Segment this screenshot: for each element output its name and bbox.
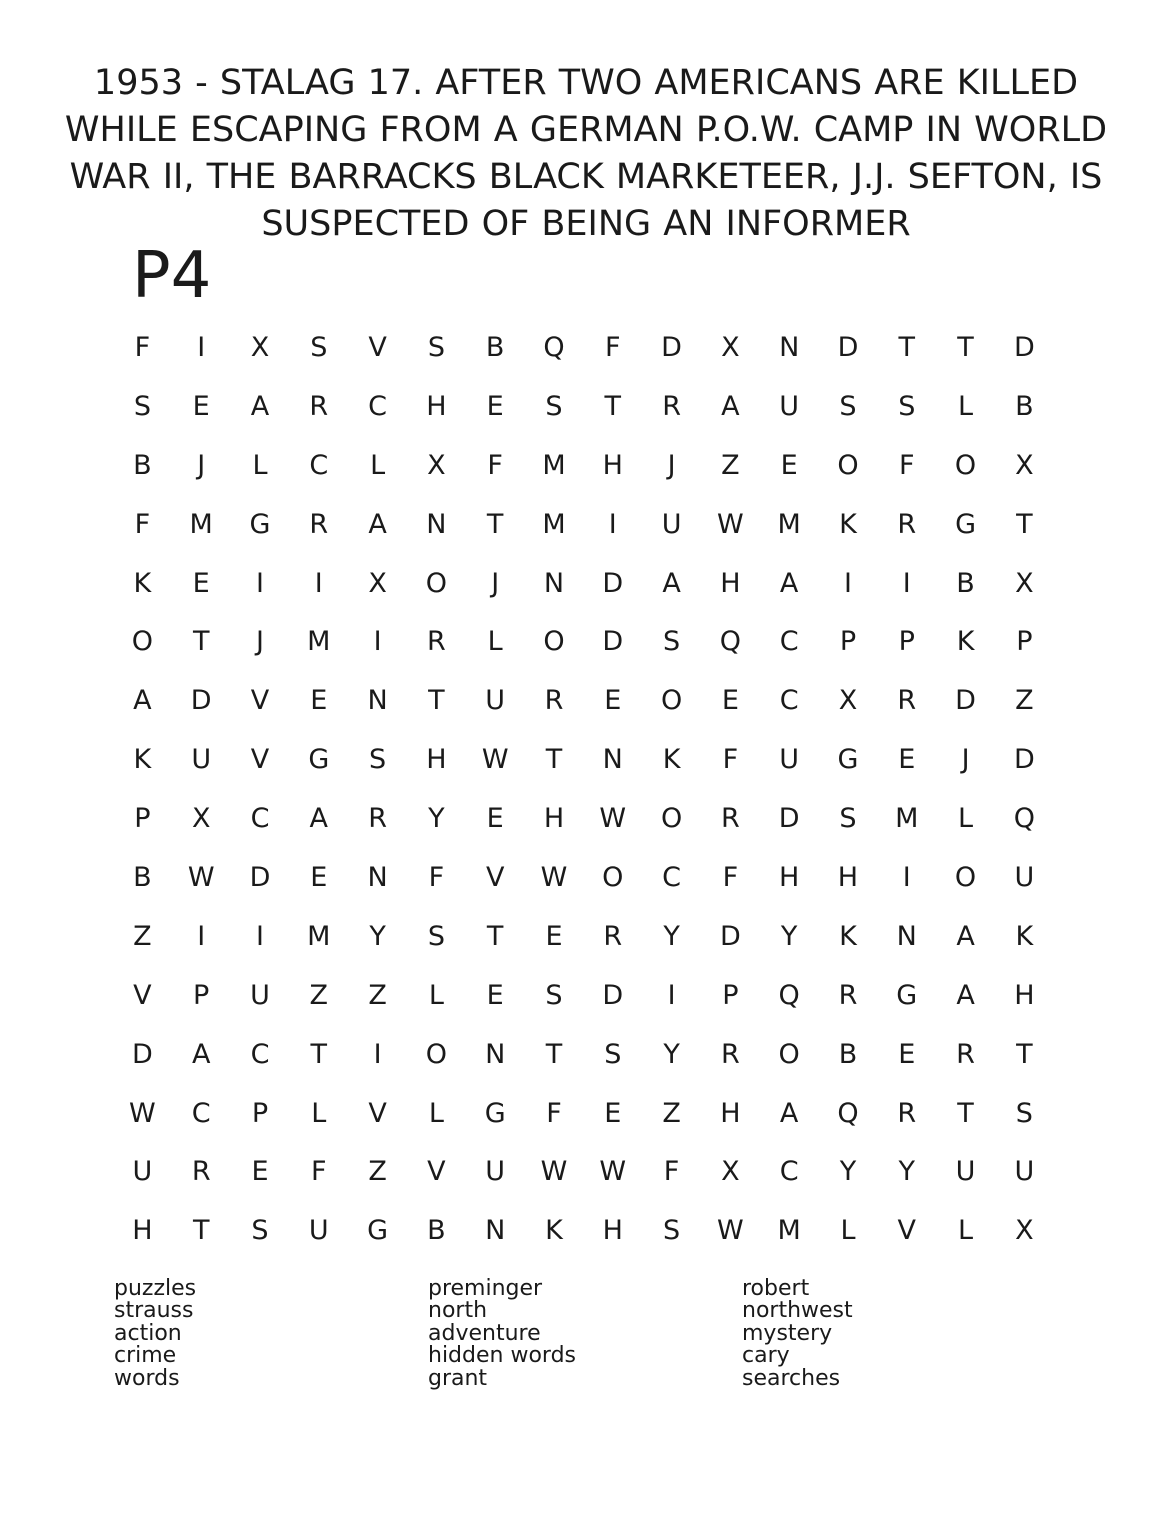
grid-letter: W [717, 508, 744, 540]
grid-letter: K [545, 1215, 563, 1247]
grid-letter: F [722, 861, 739, 893]
grid-letter: W [599, 803, 627, 835]
grid-letter: C [662, 861, 681, 893]
grid-letter: Z [133, 920, 152, 952]
grid-letter: E [192, 567, 210, 599]
grid-letter: G [367, 1215, 389, 1247]
word-list-item: north [428, 1298, 488, 1324]
grid-letter: G [837, 744, 859, 776]
grid-letter: L [311, 1097, 327, 1129]
grid-letter: B [838, 1038, 858, 1070]
word-list-column-1 [114, 1278, 196, 1390]
grid-letter: U [1014, 861, 1035, 893]
letter-grid [113, 318, 1053, 1260]
grid-letter: B [485, 331, 505, 363]
grid-letter: U [250, 979, 270, 1011]
grid-letter: X [721, 331, 740, 363]
grid-letter: E [898, 744, 916, 776]
grid-letter: T [486, 508, 504, 540]
grid-letter: S [251, 1215, 269, 1247]
grid-letter: B [133, 861, 152, 893]
grid-letter: V [427, 1156, 446, 1188]
grid-letter: K [839, 920, 857, 952]
grid-letter: E [486, 390, 504, 422]
grid-letter: J [491, 567, 500, 599]
grid-letter: E [604, 1097, 622, 1129]
grid-letter: C [309, 449, 329, 481]
grid-letter: D [249, 861, 271, 893]
grid-letter: X [721, 1156, 740, 1188]
word-list-column-3 [742, 1278, 853, 1390]
grid-letter: D [719, 920, 741, 952]
grid-letter: H [720, 1097, 741, 1129]
grid-letter: P [251, 1097, 269, 1129]
grid-letter: E [604, 685, 622, 717]
grid-letter: N [426, 508, 447, 540]
grid-letter: J [197, 449, 206, 481]
grid-letter: N [485, 1038, 506, 1070]
grid-letter: R [720, 1038, 740, 1070]
grid-letter: M [542, 508, 566, 540]
grid-letter: M [307, 626, 331, 658]
grid-letter: V [250, 744, 270, 776]
grid-letter: H [602, 1215, 623, 1247]
grid-letter: Y [663, 1038, 680, 1070]
grid-letter: S [839, 390, 857, 422]
grid-letter: A [956, 979, 975, 1011]
grid-letter: O [602, 861, 624, 893]
grid-letter: O [778, 1038, 800, 1070]
grid-letter: R [309, 390, 329, 422]
grid-letter: D [778, 803, 800, 835]
grid-letter: K [1015, 920, 1034, 952]
grid-letter: G [484, 1097, 506, 1129]
grid-letter: R [956, 1038, 975, 1070]
grid-letter: P [722, 979, 739, 1011]
grid-letter: G [249, 508, 271, 540]
grid-letter: V [368, 1097, 387, 1129]
word-list-item: northwest [742, 1298, 853, 1324]
grid-letter: X [1015, 567, 1034, 599]
grid-letter: Y [780, 920, 798, 952]
grid-letter: C [779, 685, 799, 717]
grid-letter: T [192, 626, 210, 658]
grid-letter: I [843, 567, 852, 599]
grid-letter: U [661, 508, 682, 540]
grid-letter: O [543, 626, 565, 658]
grid-letter: U [191, 744, 212, 776]
grid-letter: I [373, 1038, 382, 1070]
grid-letter: I [608, 508, 617, 540]
grid-letter: S [310, 331, 328, 363]
grid-letter: Y [369, 920, 386, 952]
grid-letter: C [779, 1156, 799, 1188]
grid-letter: S [427, 331, 445, 363]
grid-letter: I [667, 979, 676, 1011]
grid-letter: T [957, 1097, 974, 1129]
grid-letter: R [309, 508, 329, 540]
grid-letter: L [428, 979, 444, 1011]
grid-letter: E [898, 1038, 916, 1070]
word-list-item: crime [114, 1343, 177, 1369]
grid-letter: C [191, 1097, 211, 1129]
grid-letter: U [955, 1156, 976, 1188]
grid-letter: O [660, 803, 683, 835]
grid-letter: D [1013, 331, 1035, 363]
grid-letter: N [779, 331, 800, 363]
grid-letter: D [1013, 744, 1035, 776]
grid-letter: U [308, 1215, 329, 1247]
grid-letter: K [133, 567, 152, 599]
grid-letter: F [898, 449, 915, 481]
grid-letter: U [485, 685, 506, 717]
grid-letter: S [839, 803, 857, 835]
grid-letter: W [187, 861, 215, 893]
grid-letter: A [779, 1097, 799, 1129]
grid-letter: U [485, 1156, 506, 1188]
grid-letter: X [191, 803, 211, 835]
grid-letter: V [485, 861, 505, 893]
grid-letter: P [839, 626, 857, 658]
word-list-item: action [114, 1320, 182, 1346]
grid-letter: N [367, 685, 388, 717]
grid-letter: E [310, 861, 328, 893]
grid-letter: E [545, 920, 563, 952]
grid-letter: K [956, 626, 975, 658]
grid-letter: C [368, 390, 388, 422]
grid-letter: Z [368, 979, 387, 1011]
grid-letter: T [310, 1038, 328, 1070]
grid-letter: Z [662, 1097, 681, 1129]
word-list-item: robert [742, 1276, 810, 1301]
grid-letter: D [190, 685, 212, 717]
grid-letter: R [662, 390, 681, 422]
grid-letter: A [309, 803, 329, 835]
word-list-column-2 [428, 1278, 576, 1390]
grid-letter: R [720, 803, 740, 835]
grid-letter: D [602, 567, 624, 599]
grid-letter: E [780, 449, 798, 481]
word-list-item: words [114, 1365, 180, 1391]
grid-letter: E [251, 1156, 269, 1188]
grid-letter: F [134, 508, 151, 540]
grid-letter: U [779, 390, 800, 422]
grid-letter: Y [663, 920, 680, 952]
grid-letter: A [368, 508, 387, 540]
grid-letter: A [662, 567, 681, 599]
grid-letter: H [543, 803, 565, 835]
grid-letter: N [602, 744, 623, 776]
grid-letter: R [544, 685, 564, 717]
grid-letter: L [370, 449, 386, 481]
grid-letter: D [955, 685, 976, 717]
puzzle-title: 1953 - STALAG 17. AFTER TWO AMERICANS ARE KILLED WHILE ESCAPING FROM A GERMAN P.O.W. CAMP IN WORLD WAR II, THE BARRACKS BLACK MARKETEER, J.J. SEFTON, IS SUSPECTED OF BEING AN INFORMER [64, 63, 1108, 244]
word-list-item: adventure [428, 1320, 541, 1346]
grid-letter: T [545, 1038, 563, 1070]
grid-letter: B [133, 449, 152, 481]
grid-letter: Q [837, 1097, 859, 1129]
grid-letter: O [954, 861, 977, 893]
word-list-item: mystery [742, 1320, 833, 1346]
grid-letter: X [368, 567, 387, 599]
grid-letter: R [897, 1097, 917, 1129]
grid-letter: T [898, 331, 915, 363]
grid-letter: F [134, 331, 151, 363]
grid-letter: I [197, 920, 206, 952]
grid-letter: X [1015, 1215, 1034, 1247]
grid-letter: P [898, 626, 915, 658]
grid-letter: A [250, 390, 270, 422]
grid-letter: J [256, 626, 264, 658]
grid-letter: A [956, 920, 975, 952]
grid-letter: T [428, 685, 445, 717]
grid-letter: C [779, 626, 799, 658]
grid-letter: T [1016, 508, 1033, 540]
grid-letter: N [367, 861, 388, 893]
grid-letter: F [546, 1097, 562, 1129]
grid-letter: F [487, 449, 503, 481]
grid-letter: R [838, 979, 858, 1011]
grid-letter: Q [543, 331, 565, 363]
grid-letter: G [896, 979, 918, 1011]
grid-letter: W [129, 1097, 156, 1129]
grid-letter: B [1015, 390, 1034, 422]
grid-letter: F [428, 861, 445, 893]
grid-letter: I [314, 567, 323, 599]
grid-letter: C [250, 1038, 270, 1070]
grid-letter: B [956, 567, 975, 599]
grid-letter: P [134, 803, 151, 835]
grid-letter: S [1015, 1097, 1033, 1129]
word-list-item: preminger [428, 1276, 543, 1301]
grid-letter: F [722, 744, 739, 776]
grid-letter: M [307, 920, 331, 952]
grid-letter: O [425, 1038, 448, 1070]
grid-letter: S [427, 920, 445, 952]
grid-letter: J [667, 449, 676, 481]
grid-letter: H [602, 449, 623, 481]
grid-letter: R [897, 508, 917, 540]
grid-letter: W [481, 744, 509, 776]
grid-letter: D [602, 979, 624, 1011]
grid-letter: S [663, 626, 681, 658]
word-list-item: puzzles [114, 1276, 197, 1301]
grid-letter: W [717, 1215, 744, 1247]
grid-letter: R [603, 920, 623, 952]
grid-letter: O [837, 449, 859, 481]
grid-letter: L [487, 626, 503, 658]
grid-letter: R [368, 803, 387, 835]
grid-letter: M [777, 1215, 801, 1247]
grid-letter: X [838, 685, 858, 717]
grid-letter: I [256, 567, 264, 599]
grid-letter: F [605, 331, 621, 363]
grid-letter: E [192, 390, 210, 422]
grid-letter: T [486, 920, 504, 952]
grid-letter: Z [368, 1156, 387, 1188]
grid-letter: I [902, 861, 911, 893]
grid-letter: K [839, 508, 857, 540]
grid-letter: Y [428, 803, 445, 835]
grid-letter: H [779, 861, 800, 893]
grid-letter: G [308, 744, 330, 776]
grid-letter: P [1016, 626, 1033, 658]
grid-letter: S [604, 1038, 622, 1070]
grid-letter: L [840, 1215, 856, 1247]
grid-letter: E [721, 685, 739, 717]
grid-letter: R [897, 685, 917, 717]
grid-letter: Z [721, 449, 740, 481]
grid-letter: L [958, 803, 974, 835]
grid-letter: S [663, 1215, 681, 1247]
grid-letter: L [252, 449, 268, 481]
grid-letter: W [540, 861, 568, 893]
grid-letter: Q [719, 626, 741, 658]
grid-letter: G [955, 508, 977, 540]
grid-letter: A [191, 1038, 211, 1070]
grid-letter: E [486, 803, 504, 835]
grid-letter: H [837, 861, 859, 893]
grid-letter: H [1014, 979, 1035, 1011]
grid-letter: O [425, 567, 448, 599]
grid-letter: U [1014, 1156, 1035, 1188]
grid-letter: D [132, 1038, 153, 1070]
grid-letter: K [133, 744, 152, 776]
grid-letter: R [191, 1156, 211, 1188]
word-list-item: hidden words [428, 1343, 576, 1369]
grid-letter: S [545, 979, 563, 1011]
grid-letter: Y [898, 1156, 915, 1188]
puzzle-id-label: P4 [132, 239, 212, 313]
grid-letter: Z [309, 979, 329, 1011]
grid-letter: O [954, 449, 977, 481]
grid-letter: S [369, 744, 387, 776]
grid-letter: I [197, 331, 206, 363]
grid-letter: N [485, 1215, 506, 1247]
grid-letter: O [660, 685, 683, 717]
word-list-item: searches [742, 1365, 841, 1391]
grid-letter: A [133, 685, 152, 717]
grid-letter: D [837, 331, 859, 363]
grid-letter: H [426, 744, 447, 776]
grid-letter: J [961, 744, 970, 776]
grid-letter: I [256, 920, 264, 952]
grid-letter: M [542, 449, 566, 481]
grid-letter: X [1015, 449, 1034, 481]
grid-letter: D [661, 331, 682, 363]
grid-letter: I [902, 567, 911, 599]
grid-letter: T [957, 331, 974, 363]
grid-letter: A [721, 390, 740, 422]
grid-letter: C [250, 803, 270, 835]
grid-letter: W [540, 1156, 568, 1188]
grid-letter: A [779, 567, 799, 599]
grid-letter: H [426, 390, 447, 422]
grid-letter: H [720, 567, 741, 599]
grid-letter: N [896, 920, 917, 952]
word-list-item: grant [428, 1365, 488, 1391]
grid-letter: V [897, 1215, 916, 1247]
grid-letter: U [132, 1156, 153, 1188]
grid-letter: T [604, 390, 622, 422]
grid-letter: V [368, 331, 387, 363]
grid-letter: M [189, 508, 213, 540]
grid-letter: R [427, 626, 446, 658]
grid-letter: F [663, 1156, 680, 1188]
grid-letter: L [958, 1215, 974, 1247]
grid-letter: O [131, 626, 154, 658]
grid-letter: F [311, 1156, 327, 1188]
grid-letter: E [310, 685, 328, 717]
grid-letter: Y [839, 1156, 857, 1188]
grid-letter: T [1016, 1038, 1033, 1070]
grid-letter: L [958, 390, 974, 422]
grid-letter: M [777, 508, 801, 540]
grid-letter: H [132, 1215, 153, 1247]
grid-letter: B [427, 1215, 446, 1247]
grid-letter: I [373, 626, 382, 658]
grid-letter: L [428, 1097, 444, 1129]
grid-letter: Z [1015, 685, 1034, 717]
grid-letter: U [779, 744, 800, 776]
grid-letter: T [192, 1215, 210, 1247]
grid-letter: X [427, 449, 446, 481]
grid-letter: V [133, 979, 152, 1011]
grid-letter: S [133, 390, 151, 422]
grid-letter: W [599, 1156, 627, 1188]
grid-letter: N [543, 567, 565, 599]
word-list-item: cary [742, 1343, 790, 1369]
grid-letter: E [486, 979, 504, 1011]
grid-letter: S [545, 390, 563, 422]
word-list-item: strauss [114, 1298, 194, 1324]
grid-letter: Q [1013, 803, 1035, 835]
grid-letter: V [250, 685, 270, 717]
grid-letter: K [662, 744, 681, 776]
grid-letter: Q [778, 979, 800, 1011]
grid-letter: X [250, 331, 270, 363]
grid-letter: P [193, 979, 210, 1011]
grid-letter: D [602, 626, 624, 658]
grid-letter: T [545, 744, 563, 776]
grid-letter: M [895, 803, 919, 835]
grid-letter: S [898, 390, 916, 422]
